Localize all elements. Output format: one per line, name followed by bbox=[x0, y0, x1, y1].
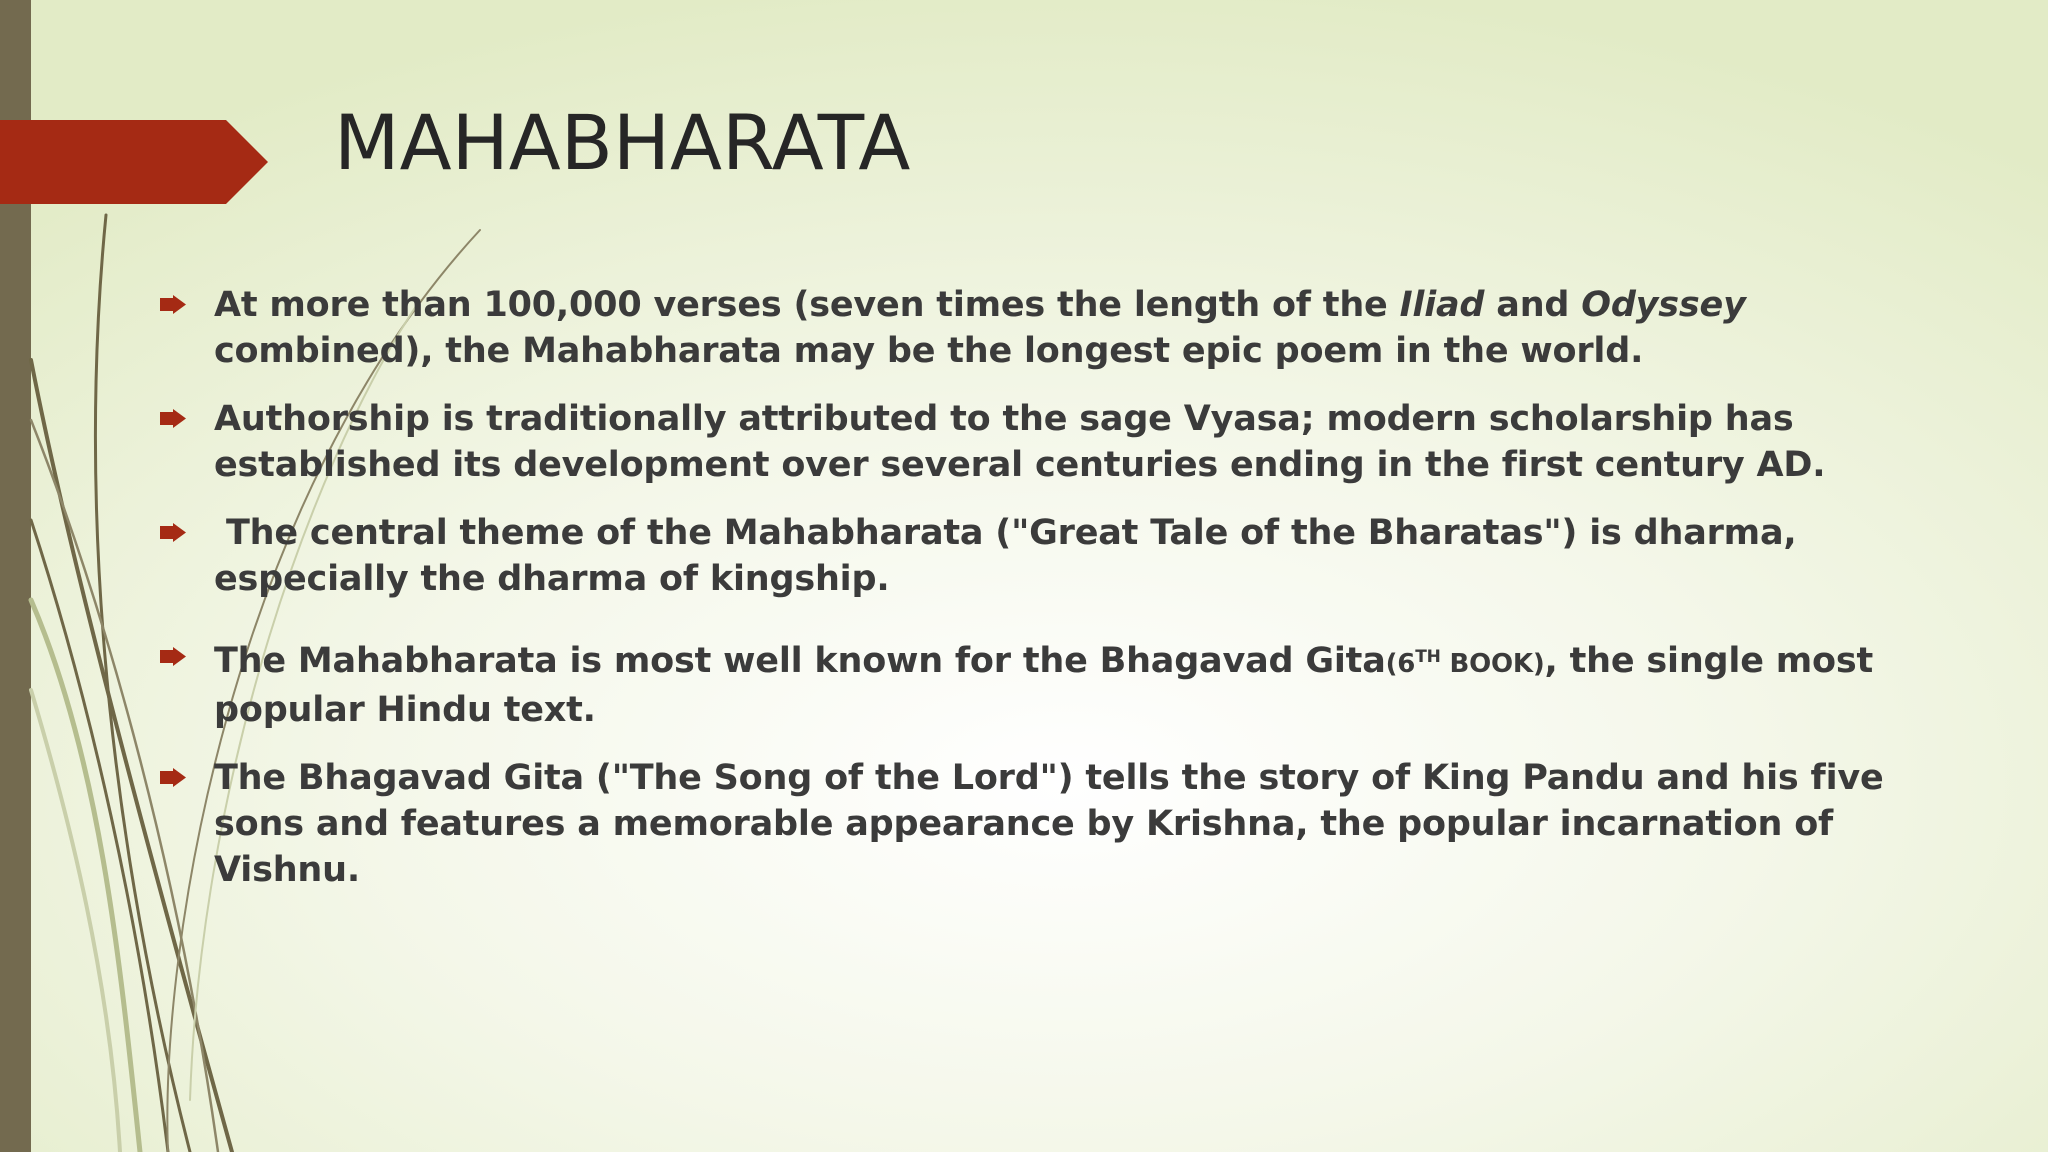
bullet-text: The Bhagavad Gita ("The Song of the Lord") tells the story of King Pandu and his five sons and features a memorable appearance by Krishna, the popular incarnation of Vishnu. bbox=[214, 758, 1884, 890]
bullet-item bbox=[160, 634, 1900, 733]
bullet-text: Authorship is traditionally attributed to the sage Vyasa; modern scholarship has established its development over several centuries ending in the first century AD. bbox=[214, 399, 1826, 485]
bullet-item bbox=[160, 755, 1900, 893]
book-note-superscript: TH bbox=[1415, 647, 1441, 667]
bullet-text: combined), the Mahabharata may be the longest epic poem in the world. bbox=[214, 331, 1644, 371]
arrow-bullet-icon bbox=[160, 768, 186, 787]
italic-title-odyssey: Odyssey bbox=[1581, 285, 1746, 325]
bullet-text: At more than 100,000 verses (seven times the length of the bbox=[214, 285, 1400, 325]
arrow-bullet-icon bbox=[160, 523, 186, 542]
title-arrow-shape bbox=[0, 0, 280, 210]
bullet-text: and bbox=[1484, 285, 1582, 325]
slide-title: MAHABHARATA bbox=[334, 98, 911, 187]
arrow-bullet-icon bbox=[160, 409, 186, 428]
bullet-item bbox=[160, 396, 1900, 488]
bullet-item bbox=[160, 282, 1900, 374]
bullet-list bbox=[160, 282, 1900, 915]
bullet-item bbox=[160, 510, 1900, 602]
book-note-open: (6 bbox=[1385, 649, 1416, 679]
bullet-text: The central theme of the Mahabharata ("Great Tale of the Bharatas") is dharma, especially the dharma of kingship. bbox=[214, 513, 1809, 599]
bullet-text: The Mahabharata is most well known for the Bhagavad Gita bbox=[214, 641, 1386, 681]
italic-title-iliad: Iliad bbox=[1399, 285, 1485, 325]
arrow-bullet-icon bbox=[160, 647, 186, 666]
arrow-bullet-icon bbox=[160, 295, 186, 314]
bullet-text: , the single most popular Hindu text. bbox=[214, 641, 1873, 730]
book-note-close: BOOK) bbox=[1440, 649, 1545, 679]
